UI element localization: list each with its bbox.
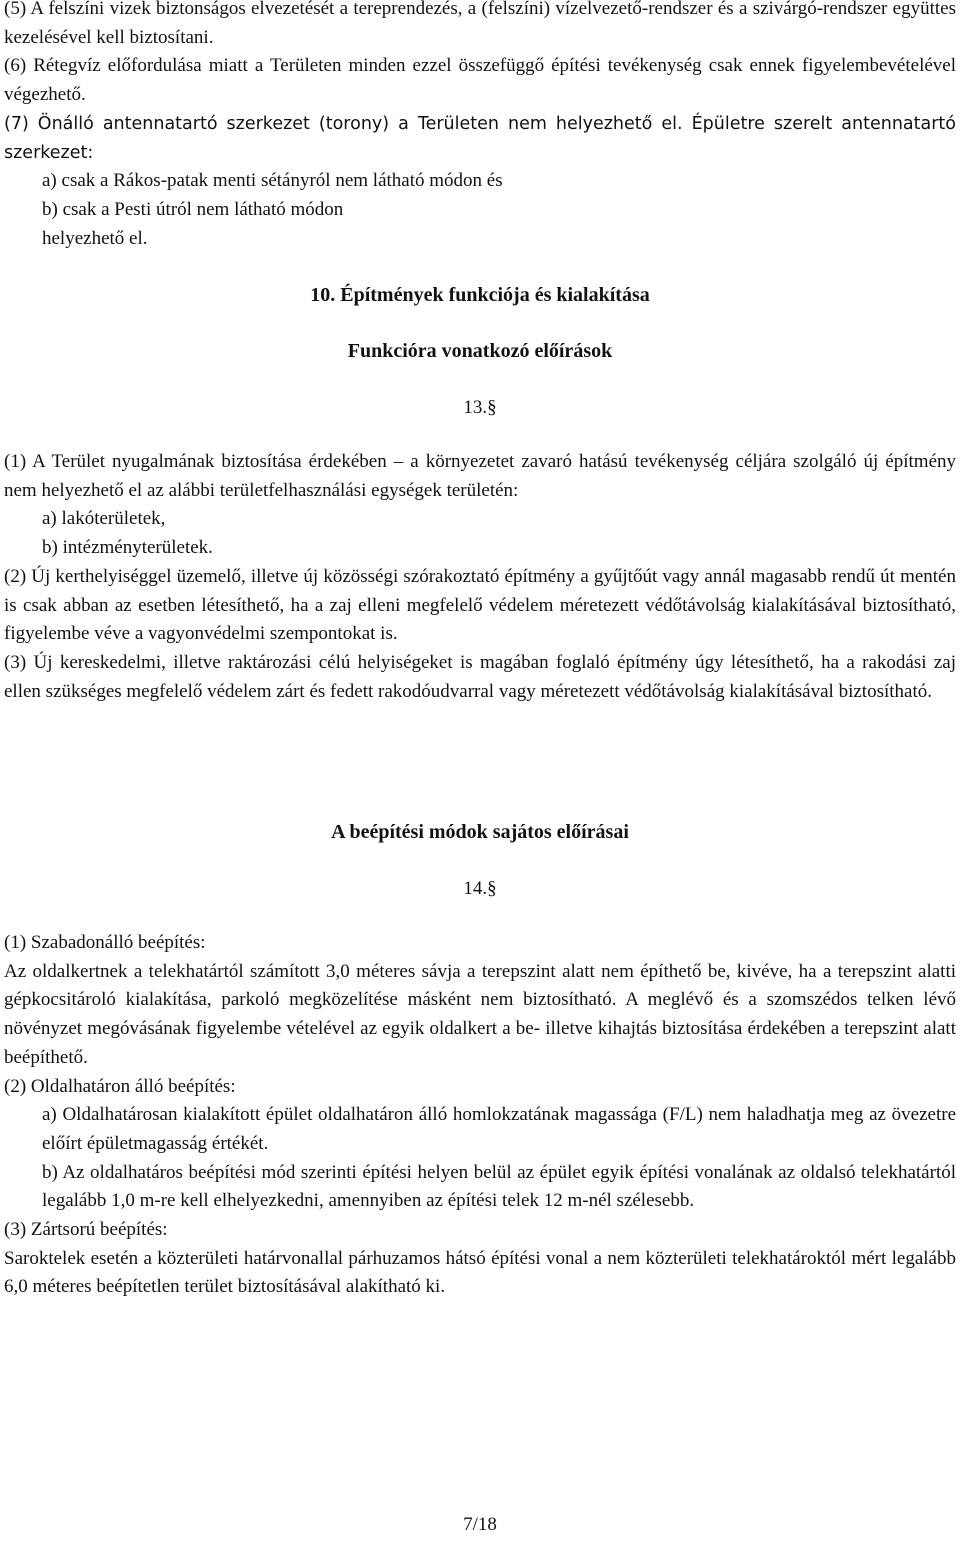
section-13-paragraph-1: (1) A Terület nyugalmának biztosítása érdekében – a környezetet zavaró hatású tevékenység céljára szolgáló új építmény nem helyezhető el az alábbi területfelhasználási egységek területén: [4, 451, 956, 501]
section-14-paragraph-2-title: (2) Oldalhatáron álló beépítés: [4, 1075, 236, 1097]
section-13-paragraph-2: (2) Új kerthelyiséggel üzemelő, illetve új közösségi szórakoztató építmény a gyűjtőút vagy annál magasabb rendű út mentén is csak abban az esetben létesíthető, ha a zaj elleni megfelelő védelem méretezett védőtávolság kialakításával biztosítható, figyelembe véve a vagyonvédelmi szempontokat is. [4, 565, 956, 645]
chapter-heading: 10. Építmények funkciója és kialakítása [310, 284, 650, 306]
paragraph-7-item-a: a) csak a Rákos-patak menti sétányról nem látható módon és [42, 170, 503, 192]
section-14-item-b: b) Az oldalhatáros beépítési mód szerinti építési helyen belül az épület egyik építési vonalának az oldalsó telekhatártól legalább 1,0 m-re kell elhelyezkedni, amennyiben az építési telek 12 m-nél szélesebb. [42, 1161, 956, 1212]
section-13-body [4, 448, 956, 706]
section-14-item-a: a) Oldalhatárosan kialakított épület oldalhatáron álló homlokzatának magassága (F/L) nem haladhatja meg az övezetre előírt épületmagasság értékét. [42, 1104, 956, 1154]
paragraph-5: (5) A felszíni vizek biztonságos elvezetését a tereprendezés, a (felszíni) vízelvezető-rendszer és a szivárgó-rendszer együttes kezelésével kell biztosítani. [4, 0, 956, 48]
paragraph-7-closing: helyezhető el. [42, 227, 148, 249]
section-13-item-a: a) lakóterületek, [42, 508, 166, 530]
section-14-number: 14.§ [463, 878, 497, 899]
section-14-paragraph-3-title: (3) Zártsorú beépítés: [4, 1219, 168, 1241]
paragraph-7: (7) Önálló antennatartó szerkezet (torony) a Területen nem helyezhető el. Épületre szerelt antennatartó szerkezet: [4, 113, 956, 163]
subheading-functions: Funkcióra vonatkozó előírások [347, 340, 613, 362]
page-number: 7/18 [463, 1514, 497, 1535]
paragraph-7-item-b: b) csak a Pesti útról nem látható módon [42, 198, 344, 220]
subheading-building-modes: A beépítési módok sajátos előírásai [331, 821, 629, 843]
section-13-number: 13.§ [463, 397, 497, 418]
section-13-paragraph-3: (3) Új kereskedelmi, illetve raktározási célú helyiségeket is magában foglaló építmény úgy létesíthető, ha a rakodási zaj ellen szükséges megfelelő védelem zárt és fedett rakodóudvarral vagy méretezett védőtávolság kialakításával biztosítható. [4, 651, 956, 702]
section-14-paragraph-1-text: Az oldalkertnek a telekhatártól számított 3,0 méteres sávja a terepszint alatt nem építhető be, kivéve, ha a terepszint alatti gépkocsitároló kialakítása, parkoló megközelítése másként nem biztosítható. A meglévő és a szomszédos telken lévő növényzet megóvásának figyelembe vételével az egyik oldalkert a be- illetve kihajtás biztosítása érdekében a terepszint alatt beépíthető. [4, 960, 956, 1068]
section-14-paragraph-1-title: (1) Szabadonálló beépítés: [4, 932, 206, 953]
section-13-item-b: b) intézményterületek. [42, 537, 213, 559]
section-14-body [4, 929, 956, 1302]
paragraph-6: (6) Rétegvíz előfordulása miatt a Területen minden ezzel összefüggő építési tevékenység csak ennek figyelembevételével végezhető. [4, 55, 956, 106]
section-14-paragraph-3-text: Saroktelek esetén a közterületi határvonallal párhuzamos hátsó építési vonal a nem közterületi telekhatároktól mért legalább 6,0 méteres beépítetlen terület biztosításával alakítható ki. [4, 1247, 956, 1298]
top-block [4, 0, 956, 253]
